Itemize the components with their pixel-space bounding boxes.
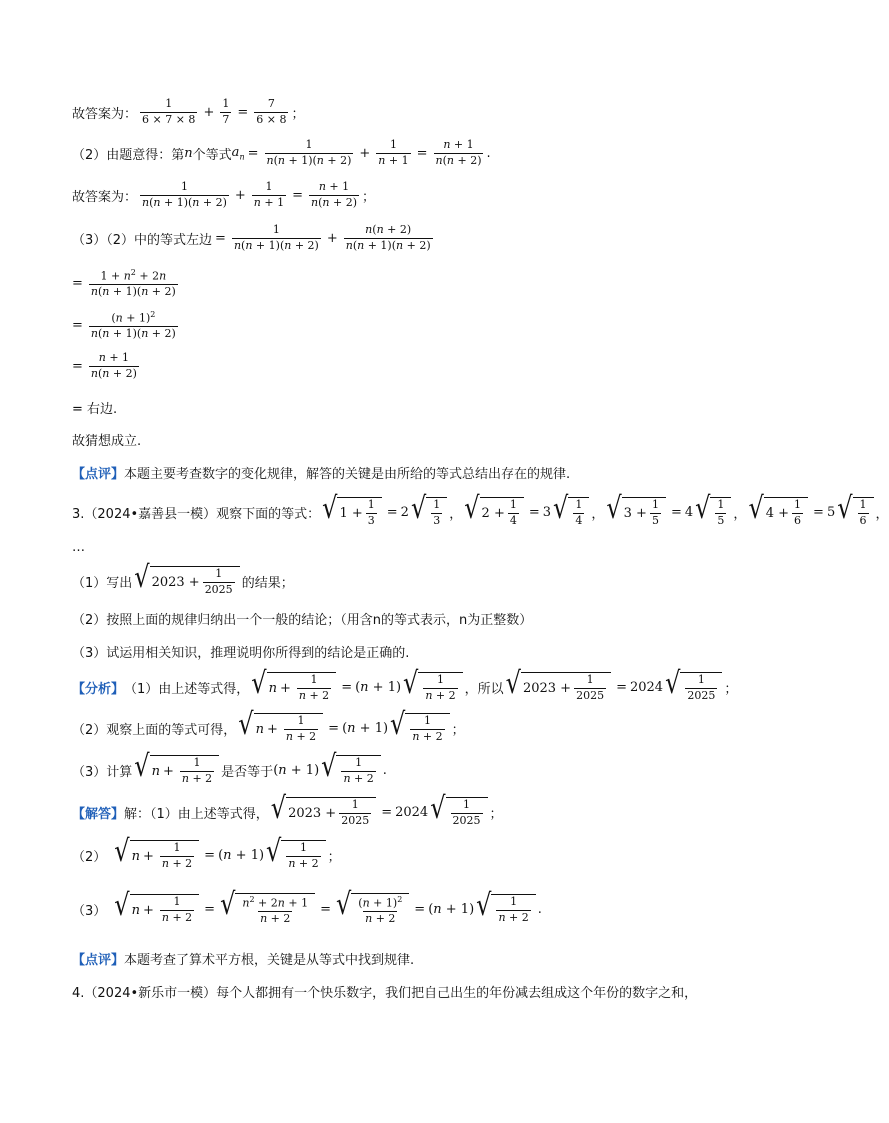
solution-tag: 【解答】: [72, 806, 125, 822]
derivation-step-1: = $\frac{1 + n^2 + 2n}{n(n + 1)(n + 2)}$: [72, 268, 176, 299]
fraction: $\frac{1}{6 \times 7 \times 8}$: [142, 97, 196, 126]
comment-1: 【点评】 本题主要考查数字的变化规律，解答的关键是由所给的等式总结出存在的规律.: [72, 463, 570, 482]
comment-tag: 【点评】: [72, 953, 125, 968]
part3-left-side: （3）（2）中的等式左边 = $\frac{1}{n(n + 1)(n + 2)}$ + $\frac{n(n + 2)}{n(n + 1)(n + 2)}$: [72, 223, 431, 252]
analysis-2: （2）观察上面的等式可得， √ n + $\frac{1}{n + 2}$ = (n + 1) √ $\frac{1}{n + 2}$ ；: [72, 706, 465, 743]
question-2: （2）按照上面的规律归纳出一个一般的结论；（用含n的等式表示，n为正整数）: [72, 613, 533, 628]
ellipsis: …: [72, 540, 86, 555]
part2-statement: （2）由题意得：第 n 个等式 $a_n$ = $\frac{1}{n(n + 1)(n + 2)}$ + $\frac{1}{n + 1}$ = $\frac{n + 1}{n(n + 2)}$ .: [72, 138, 491, 167]
analysis-tag: 【分析】: [72, 681, 125, 697]
problem-3-statement: 3.（2024•嘉善县一模）观察下面的等式： √ 1 + $\frac{1}{3}$ = 2 √ $\frac{1}{3}$ ， √ 2 + $\frac{1}{4}$ = 3 √ $\frac{1}{4}$ ， √ 3 + $\frac{1}{5}$ = 4 √ $\frac{1}{5}$ ， √ 4 + $\frac{1}{6}$ = 5 √ $\frac{1}{6}$ ，: [72, 490, 889, 527]
solution-3: （3） √ n + $\frac{1}{n + 2}$ = √ $\frac{n^2 + 2n + 1}{n + 2}$ = √ $\frac{(n + 1)^2}{n + 2}$ = (n + 1) √ $\frac{1}{n + 2}$ .: [72, 886, 542, 926]
analysis-1: 【分析】 （1）由上述等式得， √ n + $\frac{1}{n + 2}$ = (n + 1) √ $\frac{1}{n + 2}$ ，所以 √ 2023 + $\frac{1}{2025}$ = 2024 √ $\frac{1}{2025}$ ；: [72, 665, 738, 702]
derivation-result: = 右边.: [72, 402, 118, 417]
derivation-step-2: = $\frac{(n + 1)^2}{n(n + 1)(n + 2)}$: [72, 310, 176, 341]
fraction: $\frac{1}{7}$: [222, 97, 230, 126]
fraction: $\frac{7}{6 \times 8}$: [256, 97, 287, 126]
conclusion: 故猜想成立.: [72, 434, 142, 449]
comment-2: 【点评】 本题考查了算术平方根，关键是从等式中找到规律.: [72, 949, 414, 968]
question-3: （3）试运用相关知识，推理说明你所得到的结论是正确的.: [72, 646, 410, 661]
answer-line-1: 故答案为： $\frac{1}{6 \times 7 \times 8}$ + $\frac{1}{7}$ = $\frac{7}{6 \times 8}$ ；: [72, 97, 305, 126]
solution-2: （2） √ n + $\frac{1}{n + 2}$ = (n + 1) √ $\frac{1}{n + 2}$ ；: [72, 833, 341, 870]
solution-1: 【解答】 解：（1）由上述等式得， √ 2023 + $\frac{1}{2025}$ = 2024 √ $\frac{1}{2025}$ ；: [72, 790, 503, 827]
answer-line-2: 故答案为： $\frac{1}{n(n + 1)(n + 2)}$ + $\frac{1}{n + 1}$ = $\frac{n + 1}{n(n + 2)}$ ；: [72, 180, 376, 209]
analysis-3: （3）计算 √ n + $\frac{1}{n + 2}$ 是否等于 (n + 1) √ $\frac{1}{n + 2}$ .: [72, 748, 387, 785]
answer-label: 故答案为：: [72, 106, 138, 122]
problem-4-statement: 4.（2024•新乐市一模） 每个人都拥有一个快乐数字，我们把自己出生的年份减去组成这个年份的数字之和，: [72, 986, 698, 1001]
question-1: （1）写出 √ 2023 + $\frac{1}{2025}$ 的结果；: [72, 559, 294, 596]
comment-tag: 【点评】: [72, 467, 125, 482]
derivation-step-3: = $\frac{n + 1}{n(n + 2)}$: [72, 351, 137, 380]
